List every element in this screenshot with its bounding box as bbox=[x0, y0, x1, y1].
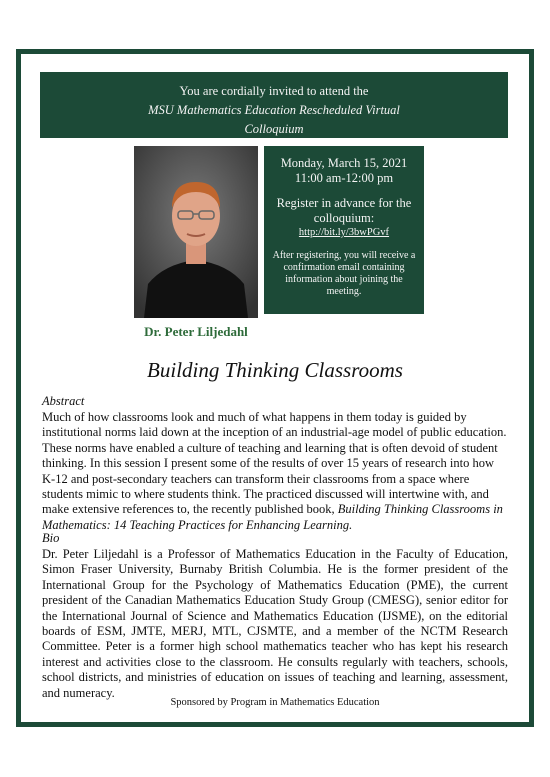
abstract-body: Much of how classrooms look and much of what happens in them today is guided by institutional norms laid down at the inception of an industrial-age model of public education. These norms have enabled a culture of teaching and learning that is often devoid of student thinking. In this session I present some of the results of over 15 years of research into how K-12 and post-secondary teachers can transform their classrooms from a space where students mimic to where students think. The practiced discussed will intertwine with, and make extensive references to, the recently published book, bbox=[42, 410, 507, 517]
after-registering-text: After registering, you will receive a confirmation email containing information about joining the meeting. bbox=[272, 250, 416, 297]
bio-label: Bio bbox=[42, 531, 60, 545]
book-title: Building Thinking Classrooms in Mathematics: 14 Teaching Practices for Enhancing Learning. bbox=[42, 502, 503, 532]
abstract-label: Abstract bbox=[42, 394, 85, 408]
banner-line-3: Colloquium bbox=[244, 122, 304, 136]
talk-title: Building Thinking Classrooms bbox=[147, 358, 403, 382]
banner-line-2: MSU Mathematics Education Rescheduled Virtual bbox=[148, 103, 400, 117]
event-info-box bbox=[264, 146, 424, 314]
banner-line-1: You are cordially invited to attend the bbox=[179, 84, 369, 98]
invitation-banner bbox=[40, 72, 508, 138]
speaker-name: Dr. Peter Liljedahl bbox=[144, 324, 248, 339]
register-text: Register in advance for the colloquium: bbox=[276, 196, 412, 225]
registration-link[interactable]: http://bit.ly/3bwPGvf bbox=[298, 227, 390, 238]
bio-text: Dr. Peter Liljedahl is a Professor of Mathematics Education in the Faculty of Education, Simon Fraser University, Burnaby British Columbia. He is the former president of the International Group for the Psychology of Mathematics Education (PME), the current president of the Canadian Mathematics Education Study Group (CMESG), senior editor for the International Journal of Science and Mathematics Education (IJSME), on the editorial boards of ESM, JMTE, MERJ, MTL, CJSMTE, and a member of the NCTM Research Committee. Peter is a former high school mathematics teacher who has kept his research interest and activities close to the classroom. He consults regularly with teachers, schools, school districts, and ministries of education on issues of teaching and learning, assessment, and numeracy. bbox=[42, 547, 508, 700]
abstract-text bbox=[42, 410, 508, 533]
sponsor-footer: Sponsored by Program in Mathematics Education bbox=[170, 697, 380, 708]
speaker-photo bbox=[134, 146, 258, 318]
event-date: Monday, March 15, 2021 bbox=[280, 156, 408, 170]
event-time: 11:00 am-12:00 pm bbox=[294, 171, 394, 185]
